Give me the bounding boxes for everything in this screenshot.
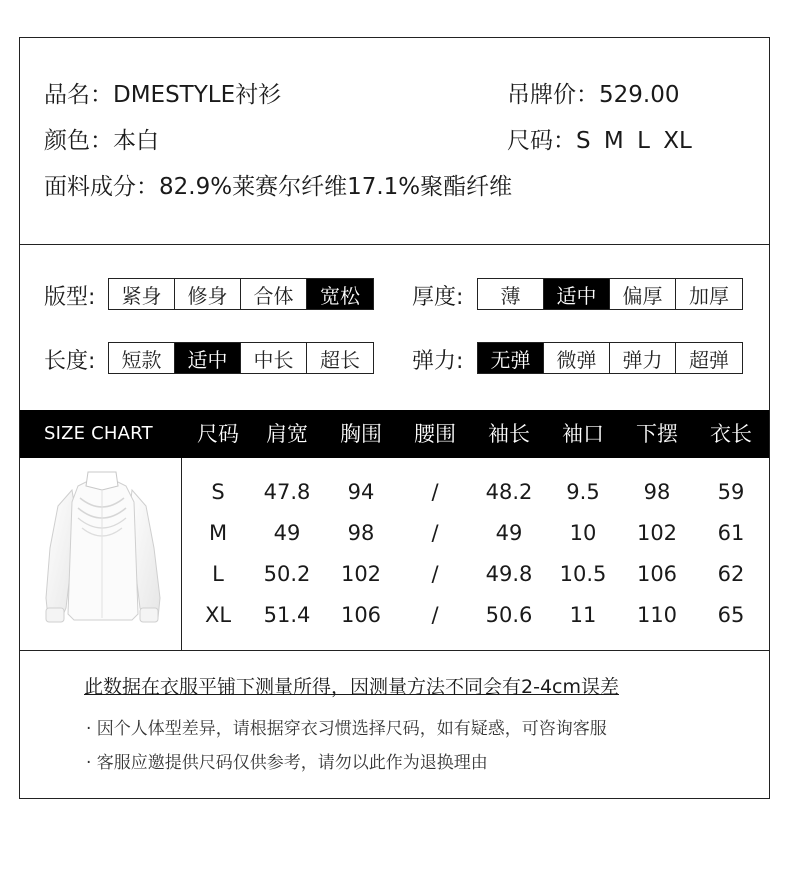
product-info-section [20, 38, 769, 245]
size-chart-size-label: S [211, 480, 225, 504]
size-chart-cell: / [431, 603, 439, 627]
thickness-label: 厚度: [412, 285, 464, 310]
product-image [20, 458, 182, 650]
note-item: · 因个人体型差异，请根据穿衣习惯选择尺码，如有疑惑，可咨询客服 [86, 719, 607, 739]
size-chart-cell: 50.2 [263, 562, 311, 586]
size-info-card [19, 37, 770, 799]
size-chart-cell: 102 [636, 521, 678, 545]
size-chart-cell: 110 [636, 603, 678, 627]
size-chart-cell: / [431, 521, 439, 545]
size-chart-cell: 49 [495, 521, 523, 545]
size-chart-cell: 61 [717, 521, 745, 545]
size-chart-cell: 106 [340, 603, 382, 627]
measurement-disclaimer: 此数据在衣服平铺下测量所得，因测量方法不同会有2-4cm误差 [84, 676, 619, 698]
size-chart-column-header: 衣长 [710, 422, 752, 446]
fit-option: 紧身 [109, 279, 175, 309]
length-label: 长度: [44, 349, 96, 374]
length-option: 短款 [109, 343, 175, 373]
size-chart-header [20, 410, 769, 458]
fit-option: 修身 [175, 279, 241, 309]
size-chart-cell: / [431, 562, 439, 586]
size-chart-cell: / [431, 480, 439, 504]
length-option: 超长 [307, 343, 373, 373]
size-chart-column-header: 肩宽 [266, 422, 308, 446]
size-chart-size-label: M [208, 521, 228, 545]
thickness-option: 偏厚 [610, 279, 676, 309]
elasticity-scale [477, 342, 743, 374]
thickness-option: 加厚 [676, 279, 742, 309]
note-item: · 客服应邀提供尺码仅供参考，请勿以此作为退换理由 [86, 753, 488, 773]
tag-price: 吊牌价：529.00 [507, 82, 680, 108]
size-chart-cell: 49 [273, 521, 301, 545]
size-chart-cell: 59 [717, 480, 745, 504]
size-chart-column-header: 胸围 [340, 422, 382, 446]
size-chart-table [20, 458, 769, 651]
thickness-scale [477, 278, 743, 310]
size-chart-column-header: 袖口 [562, 422, 604, 446]
attribute-section [20, 244, 769, 410]
length-option: 中长 [241, 343, 307, 373]
size-chart-column-header: 下摆 [636, 422, 678, 446]
size-chart-cell: 51.4 [263, 603, 311, 627]
size-chart-cell: 102 [340, 562, 382, 586]
product-name: 品名：DMESTYLE衬衫 [44, 82, 282, 108]
white-blouse-illustration-icon [20, 458, 181, 650]
size-chart-cell: 65 [717, 603, 745, 627]
product-color: 颜色：本白 [44, 128, 159, 154]
size-chart-cell: 47.8 [263, 480, 311, 504]
elasticity-option: 弹力 [610, 343, 676, 373]
size-chart-cell: 98 [643, 480, 671, 504]
thickness-option: 适中 [544, 279, 610, 309]
length-option: 适中 [175, 343, 241, 373]
size-chart-cell: 11 [569, 603, 597, 627]
length-scale [108, 342, 374, 374]
size-chart-cell: 9.5 [566, 480, 600, 504]
thickness-option: 薄 [478, 279, 544, 309]
elasticity-option: 无弹 [478, 343, 544, 373]
size-chart-cell: 50.6 [485, 603, 533, 627]
size-chart-cell: 48.2 [485, 480, 533, 504]
fit-scale [108, 278, 374, 310]
elasticity-option: 超弹 [676, 343, 742, 373]
size-chart-cell: 106 [636, 562, 678, 586]
size-chart-column-header: 尺码 [197, 422, 239, 446]
size-chart-column-header: 腰围 [414, 422, 456, 446]
fit-label: 版型: [44, 285, 96, 310]
size-chart-cell: 10 [569, 521, 597, 545]
size-chart-size-label: XL [204, 603, 232, 627]
size-chart-cell: 98 [347, 521, 375, 545]
elasticity-label: 弹力: [412, 349, 464, 374]
size-chart-cell: 62 [717, 562, 745, 586]
size-chart-title: SIZE CHART [44, 423, 153, 444]
size-chart-cell: 10.5 [559, 562, 607, 586]
elasticity-option: 微弹 [544, 343, 610, 373]
size-chart-size-label: L [212, 562, 224, 586]
fabric-composition: 面料成分：82.9%莱赛尔纤维17.1%聚酯纤维 [44, 174, 513, 200]
size-chart-cell: 94 [347, 480, 375, 504]
measurement-notes [20, 650, 769, 800]
size-chart-column-header: 袖长 [488, 422, 530, 446]
fit-option: 宽松 [307, 279, 373, 309]
fit-option: 合体 [241, 279, 307, 309]
available-sizes: 尺码：S M L XL [507, 128, 692, 154]
size-chart-cell: 49.8 [485, 562, 533, 586]
